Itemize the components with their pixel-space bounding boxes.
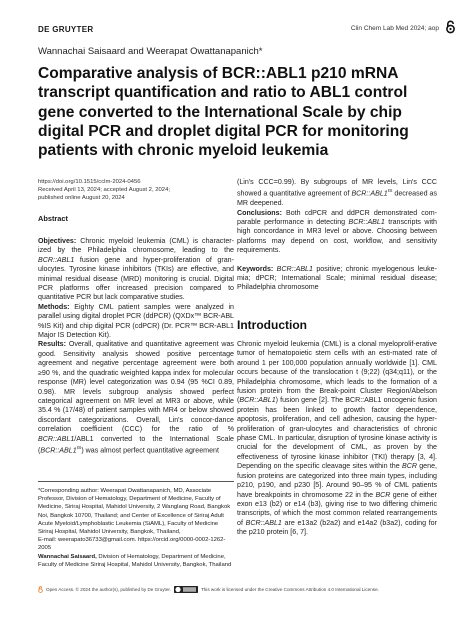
abstract-methods	[38, 303, 234, 341]
results-label: Results:	[38, 340, 66, 349]
conclusions-label: Conclusions:	[237, 208, 282, 217]
second-author-name: Wannachai Saisaard,	[38, 553, 97, 560]
intro-text-5: are e13a2 (b2a2) and e14a2 (b3a2), coding for the p210 protein [6, 7].	[237, 518, 437, 537]
results-gene-1: BCR::ABL1	[38, 434, 75, 443]
cc-by-license-icon[interactable]	[174, 586, 198, 593]
corresponding-email[interactable]: E-mail: weerapato36733@gmail.com. https://orcid.org/0000-0002-1262-2005	[38, 537, 226, 552]
doi-link[interactable]: https://doi.org/10.1515/cclm-2024-0456	[38, 179, 141, 185]
conclusions-text-a: Both cdPCR and ddPCR demonstrated com-parable performance in detecting	[237, 208, 437, 226]
results-sup: IS	[76, 445, 82, 451]
results-text-c: ) was almost perfect quantitative agreement	[81, 446, 219, 455]
methods-text: Eighty CML patient samples were analyzed in parallel using digital droplet PCR (ddPCR) (QXDx™ BCR-ABL %IS Kit) and chip digital PCR (cdPCR) (Dr. PCR™ BCR-ABL1 Major IS Detection Kit).	[38, 302, 234, 340]
right-results-text: (Lin's CCC=0.99). By subgroups of MR levels, Lin's CCC showed a quantitative agreement of	[237, 178, 437, 198]
license-notice: This work is licensed under the Creative Commons Attribution 4.0 International License.	[200, 587, 379, 592]
right-results-end: decreased as MR deepened.	[237, 189, 437, 208]
objectives-label: Objectives:	[38, 237, 77, 245]
abstract-results-continued	[237, 178, 437, 209]
abstract-heading: Abstract	[38, 214, 68, 223]
open-access-notice: Open Access. © 2024 the author(s), published by De Gruyter.	[46, 587, 171, 592]
footnote-divider	[38, 481, 234, 482]
keywords-gene: BCR::ABL1	[276, 264, 313, 273]
introduction-body	[237, 340, 437, 538]
conclusions-text-b: transcripts with high concordance in MR3 level or above. Choosing between platforms may depend on cost, workflow, and sensitivity requirements.	[237, 217, 438, 255]
journal-citation: Clin Chem Lab Med 2024; aop	[350, 25, 439, 32]
keywords-text: positive; chronic myelogenous leuke-mia; dPCR; International Scale; minimal residual disease; Philadelphia chromosome	[237, 264, 437, 292]
article-meta	[38, 178, 170, 203]
right-results-sup: IS	[387, 189, 393, 195]
intro-text-4: gene of either exon e13 (b2) or e14 (b3), giving rise to two differing chimeric transcripts, of which the most common related rearrangements of	[237, 490, 437, 527]
article-authors: Wannachai Saisaard and Weerapat Owattanapanich*	[38, 46, 263, 57]
page-footer	[38, 586, 458, 593]
open-access-icon	[445, 20, 456, 34]
methods-label: Methods:	[38, 302, 70, 311]
objectives-gene: BCR::ABL1	[38, 255, 75, 264]
corresponding-author: *Corresponding author: Weerapat Owattanapanich, MD, Associate Professor, Division of Hematology, Department of Medicine, Faculty of Medicine, Siriraj Hospital, Mahidol University, 2 Wanglang Road, Bangkok Noi, Bangkok 10700, Thailand; and Center of Excellence of Siriraj Adult Acute Myeloid/Lymphoblastic Leukemia (SiAML), Faculty of Medicine Siriraj Hospital, Mahidol University, Bangkok, Thailand,	[38, 488, 231, 536]
abstract-results	[38, 340, 234, 455]
objectives-text-a: Chronic myeloid leukemia (CML) is character-ized by the Philadelphia chromosome, leading to the	[38, 237, 234, 255]
correspondence-note	[38, 487, 234, 569]
received-dates: Received April 13, 2024; accepted August 2, 2024;	[38, 187, 170, 194]
abstract-conclusions	[237, 209, 437, 256]
intro-text-2: ) fusion gene [2]. The BCR::ABL1 oncogenic fusion protein has been linked to growth factor dependence, apoptosis, proliferation, and cell adhesion, causing the hyper-proliferation of gran-ulocytes and characteristics of chronic phase CML. In particular, disruption of tyrosine kinase activity is crucial for the development of CML, as proven by the effectiveness of tyrosine kinase inhibitor (TKI) therapy [3, 4]. Depending on the specific cleavage sites within the	[237, 396, 437, 471]
right-results-gene: BCR::ABL1	[351, 189, 388, 198]
published-date: published online August 20, 2024	[38, 195, 125, 202]
results-gene-2: BCR::ABL1	[40, 446, 77, 455]
conclusions-gene: BCR::ABL1	[348, 217, 385, 226]
objectives-text-b: fusion gene and hyper-proliferation of gran-ulocytes. Tyrosine kinase inhibitors (TKIs) are effective, and minimal residual disease (MRD) monitoring is crucial. Digital PCR platforms offer increased precision compared to quantitative PCR but lack comparative studies.	[38, 255, 234, 302]
abstract-right-column	[237, 178, 437, 293]
second-author-text: Division of Hematology, Department of Medicine, Faculty of Medicine Siriraj Hospital, Mahidol University, Bangkok, Thailand	[38, 553, 232, 568]
intro-gene-2: BCR	[401, 462, 417, 471]
intro-gene-4: BCR::ABL1	[245, 518, 282, 527]
intro-gene-3: BCR	[375, 490, 391, 499]
intro-text-1: Chronic myeloid leukemia (CML) is a clonal myeloprolif-erative tumor of hematopoietic stem cells with an esti-mated rate of around 1 per 100,000 population annually worldwide [1]. CML occurs because of the translocation t (9;22) (q34;q11), or the Philadelphia chromosome, which leads to the formation of a fusion protein from the Break-point Cluster Region/Abelson (	[237, 340, 437, 405]
intro-text-3: gene, fusion proteins are categorized into three main types, including p210, p190, and p230 [5]. Around 90–95 % of CML patients have breakpoints in chromosome 22 in the	[237, 462, 437, 499]
abstract-keywords	[237, 265, 437, 293]
keywords-label: Keywords:	[237, 264, 274, 273]
intro-gene-1: BCR::ABL1	[239, 396, 276, 405]
second-author-affiliation	[38, 553, 234, 569]
results-text-a: Overall, qualitative and quantitative agreement was good. Sensitivity analysis showed positive percentage agreement and negative percentage agreement were both ≥90 %, and the quadratic weighted kappa index for molecular response (MR) level categorization was 0.94 (95 %CI 0.89, 0.98). MR levels subgroup analysis showed perfect categorical agreement on MR level at MR3 or above, while 35.4 % (17/48) of patient samples with MR4 or below showed discordant categorizations. Overall, Lin's concor-dance correlation coefficient (CCC) for the ratio of %	[38, 340, 234, 434]
article-title: Comparative analysis of BCR::ABL1 p210 mRNA transcript quantification and ratio to ABL1 control gene converted to the International Scale by chip digital PCR and droplet digital PCR for monitoring patients with chronic myeloid leukemia	[38, 65, 409, 160]
abstract-left-column	[38, 237, 234, 456]
open-access-lock-icon	[38, 586, 43, 593]
page-header	[0, 0, 474, 40]
results-text-b: /ABL1 converted to the International Scale (	[38, 434, 234, 455]
abstract-objectives	[38, 237, 234, 303]
introduction-heading: Introduction	[237, 318, 307, 332]
publisher-name: DE GRUYTER	[38, 25, 94, 34]
